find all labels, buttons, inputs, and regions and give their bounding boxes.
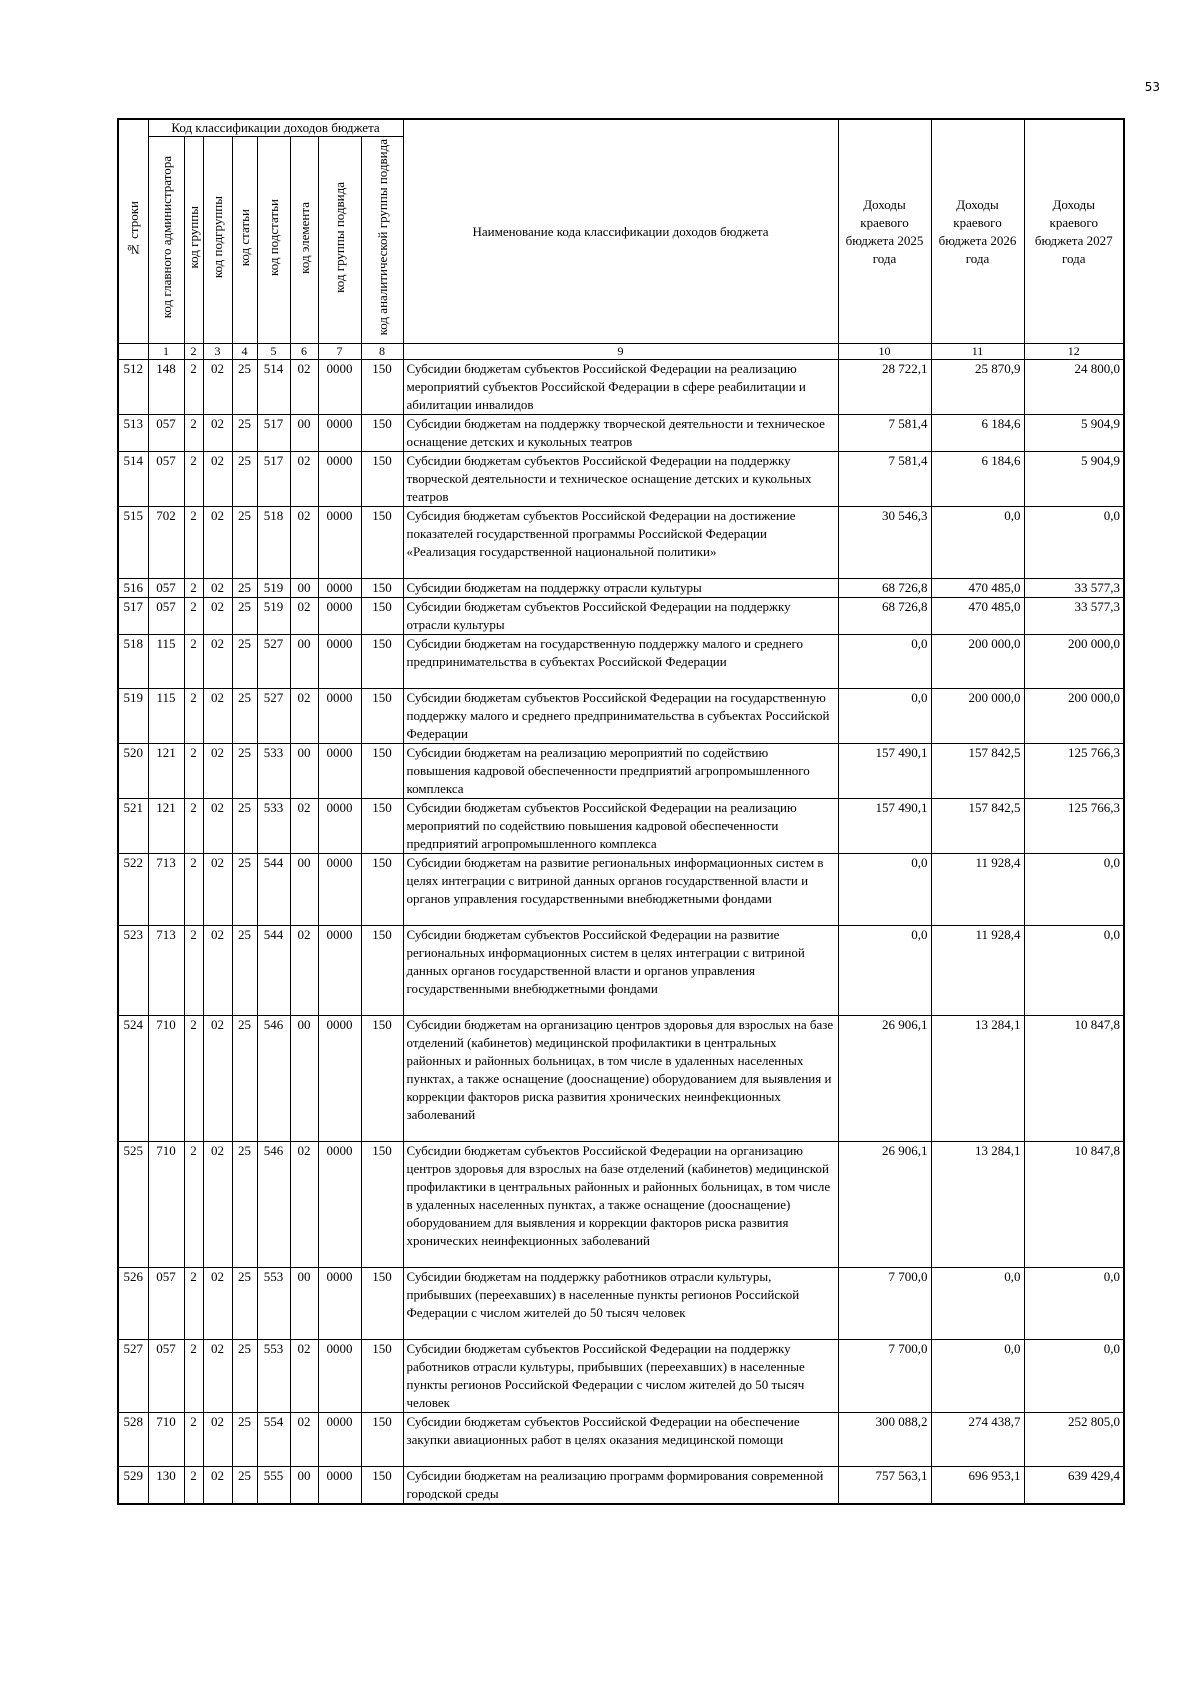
- revenue-name: Субсидии бюджетам субъектов Российской Федерации на организацию центров здоровья для взрослых на базе отделений (кабинетов) медицинской профилактики в центральных районных и районных больницах, в том числе в удаленных населенных пунктах, а также оснащение (дооснащение) оборудованием для выявления и коррекции факторов риска развития хронических неинфекционных заболеваний: [403, 1142, 838, 1268]
- income-2026: 25 870,9: [931, 360, 1024, 415]
- column-number: 12: [1024, 344, 1124, 360]
- admin-code: 115: [148, 689, 184, 744]
- subarticle-code: 527: [257, 635, 290, 689]
- row-number: 528: [118, 1413, 148, 1467]
- header-income-2027: Доходы краевого бюджета 2027 года: [1024, 119, 1124, 344]
- analytic-code: 150: [361, 854, 403, 926]
- table-row: [118, 1142, 1124, 1268]
- article-code: 25: [232, 1413, 257, 1467]
- revenue-name: Субсидии бюджетам субъектов Российской Федерации на развитие региональных информационных систем в целях интеграции с витриной данных органов государственной власти и органов управления государственными внебюджетными фондами: [403, 926, 838, 1016]
- article-code: 25: [232, 799, 257, 854]
- subtype-code: 0000: [318, 1016, 361, 1142]
- subtype-code: 0000: [318, 452, 361, 507]
- income-2026: 200 000,0: [931, 635, 1024, 689]
- analytic-code: 150: [361, 507, 403, 579]
- table-row: [118, 744, 1124, 799]
- subarticle-code: 546: [257, 1142, 290, 1268]
- subarticle-code: 517: [257, 452, 290, 507]
- income-2026: 6 184,6: [931, 452, 1024, 507]
- subtype-code: 0000: [318, 1268, 361, 1340]
- income-2025: 300 088,2: [838, 1413, 931, 1467]
- row-number: 518: [118, 635, 148, 689]
- admin-code: 710: [148, 1413, 184, 1467]
- subtype-code: 0000: [318, 744, 361, 799]
- income-2026: 274 438,7: [931, 1413, 1024, 1467]
- header-group-code: код группы: [184, 137, 203, 344]
- revenue-name: Субсидии бюджетам на государственную поддержку малого и среднего предпринимательства в субъектах Российской Федерации: [403, 635, 838, 689]
- subgroup-code: 02: [203, 1142, 232, 1268]
- element-code: 02: [290, 799, 318, 854]
- header-income-2025: Доходы краевого бюджета 2025 года: [838, 119, 931, 344]
- element-code: 00: [290, 744, 318, 799]
- article-code: 25: [232, 415, 257, 452]
- income-2027: 33 577,3: [1024, 598, 1124, 635]
- income-2027: 24 800,0: [1024, 360, 1124, 415]
- header-classification-group: Код классификации доходов бюджета: [148, 119, 403, 137]
- analytic-code: 150: [361, 415, 403, 452]
- admin-code: 057: [148, 1340, 184, 1413]
- income-2026: 157 842,5: [931, 744, 1024, 799]
- header-admin-code: код главного администратора: [148, 137, 184, 344]
- analytic-code: 150: [361, 1467, 403, 1505]
- revenue-name: Субсидии бюджетам субъектов Российской Федерации на реализацию мероприятий субъектов Российской Федерации в сфере реабилитации и абилитации инвалидов: [403, 360, 838, 415]
- admin-code: 057: [148, 598, 184, 635]
- column-number: 9: [403, 344, 838, 360]
- article-code: 25: [232, 744, 257, 799]
- column-number: 6: [290, 344, 318, 360]
- subarticle-code: 554: [257, 1413, 290, 1467]
- column-number: 4: [232, 344, 257, 360]
- article-code: 25: [232, 360, 257, 415]
- table-body: [118, 344, 1124, 1505]
- analytic-code: 150: [361, 579, 403, 598]
- header-article-code: код статьи: [232, 137, 257, 344]
- subgroup-code: 02: [203, 360, 232, 415]
- table-row: [118, 598, 1124, 635]
- row-number: 516: [118, 579, 148, 598]
- header-element-code: код элемента: [290, 137, 318, 344]
- income-2025: 0,0: [838, 926, 931, 1016]
- analytic-code: 150: [361, 926, 403, 1016]
- table-row: [118, 926, 1124, 1016]
- column-number: 11: [931, 344, 1024, 360]
- header-row-number: № строки: [118, 119, 148, 344]
- subtype-code: 0000: [318, 1467, 361, 1505]
- admin-code: 148: [148, 360, 184, 415]
- revenue-name: Субсидии бюджетам субъектов Российской Федерации на поддержку отрасли культуры: [403, 598, 838, 635]
- table-row: [118, 1340, 1124, 1413]
- group-code: 2: [184, 452, 203, 507]
- subgroup-code: 02: [203, 507, 232, 579]
- income-2027: 5 904,9: [1024, 415, 1124, 452]
- article-code: 25: [232, 635, 257, 689]
- income-2026: 470 485,0: [931, 579, 1024, 598]
- element-code: 02: [290, 1142, 318, 1268]
- element-code: 00: [290, 635, 318, 689]
- column-number: 10: [838, 344, 931, 360]
- column-number: 2: [184, 344, 203, 360]
- income-2027: 200 000,0: [1024, 689, 1124, 744]
- subtype-code: 0000: [318, 1340, 361, 1413]
- group-code: 2: [184, 744, 203, 799]
- subtype-code: 0000: [318, 1142, 361, 1268]
- subgroup-code: 02: [203, 415, 232, 452]
- income-2025: 68 726,8: [838, 579, 931, 598]
- subarticle-code: 514: [257, 360, 290, 415]
- row-number: 515: [118, 507, 148, 579]
- income-2025: 0,0: [838, 854, 931, 926]
- table-row: [118, 1268, 1124, 1340]
- admin-code: 121: [148, 799, 184, 854]
- element-code: 00: [290, 1268, 318, 1340]
- row-number: 526: [118, 1268, 148, 1340]
- group-code: 2: [184, 799, 203, 854]
- table-row: [118, 1413, 1124, 1467]
- revenue-name: Субсидии бюджетам на развитие региональных информационных систем в целях интеграции с витриной данных органов государственной власти и органов управления государственными внебюджетными фондами: [403, 854, 838, 926]
- group-code: 2: [184, 1413, 203, 1467]
- article-code: 25: [232, 452, 257, 507]
- table-row: [118, 799, 1124, 854]
- table-row: [118, 1467, 1124, 1505]
- revenue-name: Субсидия бюджетам субъектов Российской Федерации на достижение показателей государственной программы Российской Федерации «Реализация государственной национальной политики»: [403, 507, 838, 579]
- subarticle-code: 517: [257, 415, 290, 452]
- row-number: 517: [118, 598, 148, 635]
- element-code: 00: [290, 854, 318, 926]
- admin-code: 710: [148, 1142, 184, 1268]
- analytic-code: 150: [361, 635, 403, 689]
- group-code: 2: [184, 1268, 203, 1340]
- group-code: 2: [184, 926, 203, 1016]
- revenue-name: Субсидии бюджетам на поддержку отрасли культуры: [403, 579, 838, 598]
- subarticle-code: 519: [257, 598, 290, 635]
- row-number: 512: [118, 360, 148, 415]
- subgroup-code: 02: [203, 598, 232, 635]
- income-2025: 157 490,1: [838, 799, 931, 854]
- income-2025: 7 581,4: [838, 452, 931, 507]
- revenue-name: Субсидии бюджетам субъектов Российской Федерации на реализацию мероприятий по содействию повышения кадровой обеспеченности предприятий агропромышленного комплекса: [403, 799, 838, 854]
- analytic-code: 150: [361, 689, 403, 744]
- subarticle-code: 533: [257, 744, 290, 799]
- subtype-code: 0000: [318, 598, 361, 635]
- element-code: 02: [290, 507, 318, 579]
- income-2026: 470 485,0: [931, 598, 1024, 635]
- subarticle-code: 553: [257, 1340, 290, 1413]
- element-code: 02: [290, 926, 318, 1016]
- group-code: 2: [184, 415, 203, 452]
- income-2026: 200 000,0: [931, 689, 1024, 744]
- income-2027: 0,0: [1024, 1340, 1124, 1413]
- group-code: 2: [184, 507, 203, 579]
- row-number: 513: [118, 415, 148, 452]
- income-2026: 157 842,5: [931, 799, 1024, 854]
- income-2026: 0,0: [931, 1340, 1024, 1413]
- revenue-name: Субсидии бюджетам на организацию центров здоровья для взрослых на базе отделений (кабинетов) медицинской профилактики в центральных районных и районных больницах, в том числе в удаленных населенных пунктах, а также оснащение (дооснащение) оборудованием для выявления и коррекции факторов риска развития хронических неинфекционных заболеваний: [403, 1016, 838, 1142]
- analytic-code: 150: [361, 1340, 403, 1413]
- admin-code: 713: [148, 926, 184, 1016]
- admin-code: 115: [148, 635, 184, 689]
- subgroup-code: 02: [203, 854, 232, 926]
- header-income-2026: Доходы краевого бюджета 2026 года: [931, 119, 1024, 344]
- revenue-name: Субсидии бюджетам на поддержку работников отрасли культуры, прибывших (переехавших) в населенные пункты регионов Российской Федерации с числом жителей до 50 тысяч человек: [403, 1268, 838, 1340]
- group-code: 2: [184, 1016, 203, 1142]
- admin-code: 057: [148, 452, 184, 507]
- element-code: 00: [290, 1016, 318, 1142]
- income-2027: 0,0: [1024, 1268, 1124, 1340]
- element-code: 00: [290, 579, 318, 598]
- analytic-code: 150: [361, 799, 403, 854]
- income-2025: 7 581,4: [838, 415, 931, 452]
- income-2026: 6 184,6: [931, 415, 1024, 452]
- admin-code: 702: [148, 507, 184, 579]
- income-2025: 0,0: [838, 689, 931, 744]
- subgroup-code: 02: [203, 1268, 232, 1340]
- row-number: 520: [118, 744, 148, 799]
- article-code: 25: [232, 1142, 257, 1268]
- income-2026: 13 284,1: [931, 1016, 1024, 1142]
- admin-code: 057: [148, 579, 184, 598]
- subgroup-code: 02: [203, 1413, 232, 1467]
- income-2025: 68 726,8: [838, 598, 931, 635]
- income-2027: 33 577,3: [1024, 579, 1124, 598]
- subarticle-code: 527: [257, 689, 290, 744]
- subarticle-code: 518: [257, 507, 290, 579]
- admin-code: 710: [148, 1016, 184, 1142]
- analytic-code: 150: [361, 598, 403, 635]
- income-2025: 26 906,1: [838, 1016, 931, 1142]
- article-code: 25: [232, 1268, 257, 1340]
- income-2027: 0,0: [1024, 926, 1124, 1016]
- subtype-code: 0000: [318, 507, 361, 579]
- column-number: 7: [318, 344, 361, 360]
- subtype-code: 0000: [318, 360, 361, 415]
- page-number: 53: [1144, 80, 1160, 94]
- admin-code: 057: [148, 1268, 184, 1340]
- admin-code: 130: [148, 1467, 184, 1505]
- subgroup-code: 02: [203, 635, 232, 689]
- table-row: [118, 507, 1124, 579]
- group-code: 2: [184, 579, 203, 598]
- income-2027: 0,0: [1024, 507, 1124, 579]
- element-code: 02: [290, 598, 318, 635]
- subgroup-code: 02: [203, 1016, 232, 1142]
- group-code: 2: [184, 1142, 203, 1268]
- revenue-name: Субсидии бюджетам на реализацию мероприятий по содействию повышения кадровой обеспеченности предприятий агропромышленного комплекса: [403, 744, 838, 799]
- subgroup-code: 02: [203, 579, 232, 598]
- element-code: 02: [290, 1340, 318, 1413]
- subtype-code: 0000: [318, 579, 361, 598]
- subgroup-code: 02: [203, 744, 232, 799]
- article-code: 25: [232, 1467, 257, 1505]
- table-row: [118, 854, 1124, 926]
- table-row: [118, 360, 1124, 415]
- income-2027: 0,0: [1024, 854, 1124, 926]
- article-code: 25: [232, 1016, 257, 1142]
- income-2025: 157 490,1: [838, 744, 931, 799]
- income-2027: 125 766,3: [1024, 744, 1124, 799]
- element-code: 02: [290, 1413, 318, 1467]
- subtype-code: 0000: [318, 926, 361, 1016]
- subtype-code: 0000: [318, 415, 361, 452]
- subarticle-code: 544: [257, 854, 290, 926]
- revenue-name: Субсидии бюджетам на реализацию программ формирования современной городской среды: [403, 1467, 838, 1505]
- table-row: [118, 689, 1124, 744]
- revenue-name: Субсидии бюджетам на поддержку творческой деятельности и техническое оснащение детских и кукольных театров: [403, 415, 838, 452]
- revenue-name: Субсидии бюджетам субъектов Российской Федерации на обеспечение закупки авиационных работ в целях оказания медицинской помощи: [403, 1413, 838, 1467]
- group-code: 2: [184, 1467, 203, 1505]
- element-code: 02: [290, 452, 318, 507]
- article-code: 25: [232, 579, 257, 598]
- subtype-code: 0000: [318, 689, 361, 744]
- subarticle-code: 533: [257, 799, 290, 854]
- income-2027: 252 805,0: [1024, 1413, 1124, 1467]
- analytic-code: 150: [361, 1268, 403, 1340]
- subtype-code: 0000: [318, 1413, 361, 1467]
- subgroup-code: 02: [203, 1467, 232, 1505]
- subgroup-code: 02: [203, 799, 232, 854]
- subtype-code: 0000: [318, 854, 361, 926]
- table-row: [118, 452, 1124, 507]
- row-number: 514: [118, 452, 148, 507]
- group-code: 2: [184, 635, 203, 689]
- analytic-code: 150: [361, 1016, 403, 1142]
- income-2027: 200 000,0: [1024, 635, 1124, 689]
- subtype-code: 0000: [318, 635, 361, 689]
- article-code: 25: [232, 507, 257, 579]
- group-code: 2: [184, 1340, 203, 1413]
- article-code: 25: [232, 1340, 257, 1413]
- income-2025: 7 700,0: [838, 1268, 931, 1340]
- subgroup-code: 02: [203, 452, 232, 507]
- income-2026: 13 284,1: [931, 1142, 1024, 1268]
- table-header: [118, 119, 1124, 344]
- row-number: 523: [118, 926, 148, 1016]
- row-number: 524: [118, 1016, 148, 1142]
- admin-code: 713: [148, 854, 184, 926]
- income-2026: 696 953,1: [931, 1467, 1024, 1505]
- row-number: 525: [118, 1142, 148, 1268]
- income-2027: 10 847,8: [1024, 1016, 1124, 1142]
- article-code: 25: [232, 854, 257, 926]
- column-number-row: [118, 344, 1124, 360]
- column-number: 3: [203, 344, 232, 360]
- income-2025: 28 722,1: [838, 360, 931, 415]
- element-code: 00: [290, 1467, 318, 1505]
- income-2025: 30 546,3: [838, 507, 931, 579]
- subarticle-code: 555: [257, 1467, 290, 1505]
- header-name: Наименование кода классификации доходов бюджета: [403, 119, 838, 344]
- analytic-code: 150: [361, 744, 403, 799]
- element-code: 00: [290, 415, 318, 452]
- table-row: [118, 415, 1124, 452]
- income-2026: 11 928,4: [931, 854, 1024, 926]
- article-code: 25: [232, 926, 257, 1016]
- income-2026: 0,0: [931, 507, 1024, 579]
- admin-code: 057: [148, 415, 184, 452]
- income-2025: 0,0: [838, 635, 931, 689]
- subarticle-code: 544: [257, 926, 290, 1016]
- table-row: [118, 1016, 1124, 1142]
- row-number: 529: [118, 1467, 148, 1505]
- income-2026: 11 928,4: [931, 926, 1024, 1016]
- row-number: 521: [118, 799, 148, 854]
- income-2027: 10 847,8: [1024, 1142, 1124, 1268]
- article-code: 25: [232, 689, 257, 744]
- group-code: 2: [184, 598, 203, 635]
- element-code: 02: [290, 689, 318, 744]
- table-row: [118, 579, 1124, 598]
- subgroup-code: 02: [203, 926, 232, 1016]
- group-code: 2: [184, 854, 203, 926]
- group-code: 2: [184, 360, 203, 415]
- table-row: [118, 635, 1124, 689]
- row-number: 527: [118, 1340, 148, 1413]
- subgroup-code: 02: [203, 1340, 232, 1413]
- column-number: 5: [257, 344, 290, 360]
- subgroup-code: 02: [203, 689, 232, 744]
- income-2026: 0,0: [931, 1268, 1024, 1340]
- revenue-name: Субсидии бюджетам субъектов Российской Федерации на государственную поддержку малого и среднего предпринимательства в субъектах Российской Федерации: [403, 689, 838, 744]
- subarticle-code: 546: [257, 1016, 290, 1142]
- header-subgroup-code: код подгруппы: [203, 137, 232, 344]
- header-analytic-code: код аналитической группы подвида: [361, 137, 403, 344]
- column-number: 8: [361, 344, 403, 360]
- row-number: 519: [118, 689, 148, 744]
- income-2027: 639 429,4: [1024, 1467, 1124, 1505]
- revenue-table: [117, 118, 1125, 1505]
- revenue-name: Субсидии бюджетам субъектов Российской Федерации на поддержку творческой деятельности и техническое оснащение детских и кукольных театров: [403, 452, 838, 507]
- article-code: 25: [232, 598, 257, 635]
- header-subtype-code: код группы подвида: [318, 137, 361, 344]
- header-subarticle-code: код подстатьи: [257, 137, 290, 344]
- admin-code: 121: [148, 744, 184, 799]
- income-2025: 26 906,1: [838, 1142, 931, 1268]
- income-2025: 7 700,0: [838, 1340, 931, 1413]
- subarticle-code: 553: [257, 1268, 290, 1340]
- element-code: 02: [290, 360, 318, 415]
- analytic-code: 150: [361, 1142, 403, 1268]
- analytic-code: 150: [361, 452, 403, 507]
- subtype-code: 0000: [318, 799, 361, 854]
- row-number: 522: [118, 854, 148, 926]
- analytic-code: 150: [361, 1413, 403, 1467]
- subarticle-code: 519: [257, 579, 290, 598]
- income-2027: 125 766,3: [1024, 799, 1124, 854]
- income-2025: 757 563,1: [838, 1467, 931, 1505]
- analytic-code: 150: [361, 360, 403, 415]
- column-number: 1: [148, 344, 184, 360]
- revenue-name: Субсидии бюджетам субъектов Российской Федерации на поддержку работников отрасли культуры, прибывших (переехавших) в населенные пункты регионов Российской Федерации с числом жителей до 50 тысяч человек: [403, 1340, 838, 1413]
- group-code: 2: [184, 689, 203, 744]
- income-2027: 5 904,9: [1024, 452, 1124, 507]
